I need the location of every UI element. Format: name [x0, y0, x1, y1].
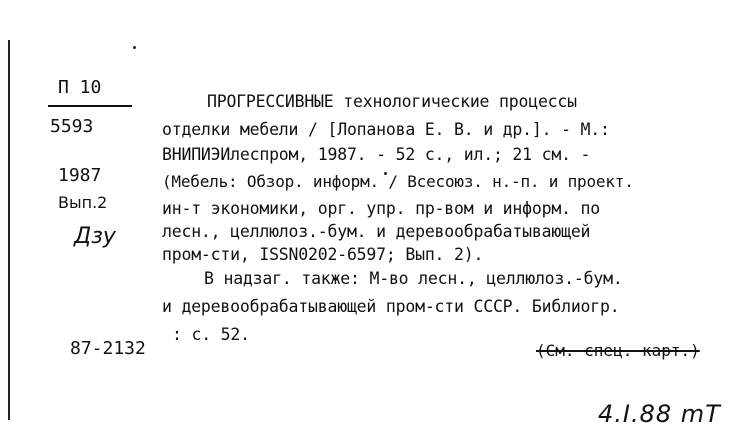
handwritten-mark: Дзу	[74, 224, 116, 249]
card-left-edge	[8, 40, 10, 420]
record-line-10: : с. 52.	[172, 325, 250, 344]
record-line-6: лесн., целлюлоз.-бум. и деревообрабатывающей	[162, 222, 591, 241]
class-code: П 10	[58, 77, 102, 98]
record-line-7: пром-сти, ISSN0202-6597; Вып. 2).	[162, 245, 484, 264]
year: 1987	[58, 165, 102, 186]
record-line-3: ВНИПИЭИлеспром, 1987. - 52 с., ил.; 21 см. -	[162, 145, 591, 164]
card-number: 5593	[50, 116, 94, 137]
speck	[133, 46, 136, 49]
struck-reference-note: (См. спец. карт.)	[536, 341, 700, 360]
record-line-2: отделки мебели / [Лопанова Е. В. и др.]. - М.:	[162, 120, 610, 139]
issue: Вып.2	[58, 193, 108, 212]
record-line-8: В надзаг. также: М-во лесн., целлюлоз.-бум.	[204, 269, 623, 288]
call-number-rule	[48, 105, 132, 107]
accession-number: 87-2132	[70, 338, 146, 359]
record-line-4: (Мебель: Обзор. информ. / Всесоюз. н.-п. и проект.	[162, 172, 634, 191]
record-line-9: и деревообрабатывающей пром-сти СССР. Библиогр.	[162, 297, 620, 316]
record-line-5: ин-т экономики, орг. упр. пр-вом и информ. по	[162, 199, 601, 218]
record-line-1: ПРОГРЕССИВНЫЕ технологические процессы	[207, 92, 577, 111]
handwritten-code: 4.I.88 mT	[598, 400, 721, 428]
